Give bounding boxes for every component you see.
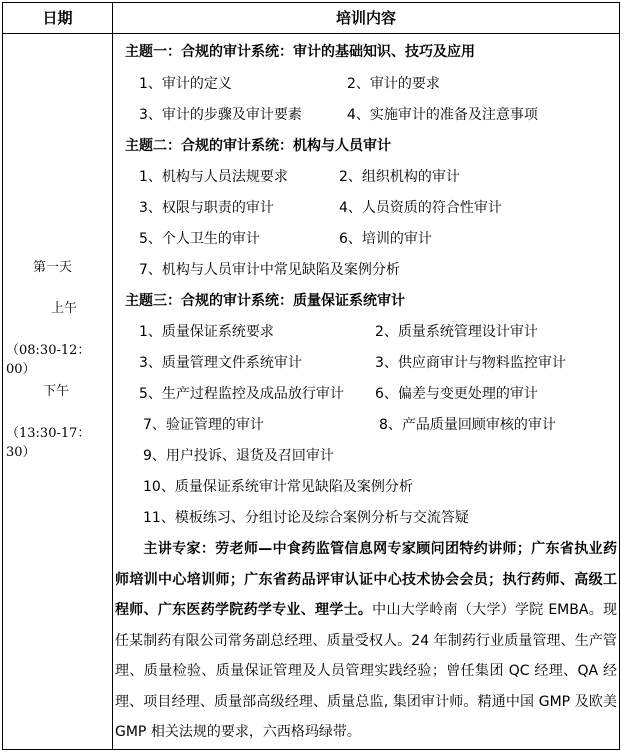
theme-item: 4、人员资质的符合性审计 xyxy=(339,200,502,216)
column-divider xyxy=(112,3,113,749)
theme-item: 2、审计的要求 xyxy=(347,76,440,92)
am-label: 上午 xyxy=(51,301,78,316)
instructor-bio xyxy=(115,534,617,748)
am-time: （08:30-12：00） xyxy=(6,343,91,377)
theme-item: 2、质量系统管理设计审计 xyxy=(375,324,538,340)
theme-item: 2、组织机构的审计 xyxy=(339,169,460,185)
theme-item: 7、机构与人员审计中常见缺陷及案例分析 xyxy=(139,262,400,278)
header-divider xyxy=(3,33,619,34)
theme-item: 3、权限与职责的审计 xyxy=(139,200,274,216)
theme-item: 11、模板练习、分组讨论及综合案例分析与交流答疑 xyxy=(143,510,469,526)
instructor-bio-bold: 主讲专家：劳老师—中食药监管信息网专家顾问团特约讲师；广东省执业药师培训中心培训师；广东省药品评审认证中心技术协会会员；执行药师、高级工程师、广东医药学院药学专业、理学士。 xyxy=(115,541,617,618)
pm-label: 下午 xyxy=(43,384,70,399)
theme-item: 7、验证管理的审计 xyxy=(143,417,264,433)
theme-item: 3、供应商审计与物料监控审计 xyxy=(375,355,566,371)
header-content: 培训内容 xyxy=(335,9,396,27)
theme-item: 6、培训的审计 xyxy=(339,231,432,247)
theme-item: 5、个人卫生的审计 xyxy=(139,231,260,247)
pm-time: （13:30-17：30） xyxy=(6,426,91,460)
theme-item: 9、用户投诉、退货及召回审计 xyxy=(143,448,334,464)
theme-item: 3、审计的步骤及审计要素 xyxy=(139,107,302,123)
instructor-bio-text: 中山大学岭南（大学）学院 EMBA。现任某制药有限公司常务副总经理、质量受权人。24 年制药行业质量管理、生产管理、质量检验、质量保证管理及人员管理实践经验；曾任集团 QC 经理、QA 经理、项目经理、质量部高级经理、质量总监, 集团审计师。精通中国 GMP 及欧美 GMP 相关法规的要求，六西格玛绿带。 xyxy=(115,602,618,740)
header-date: 日期 xyxy=(42,9,73,27)
theme-item: 10、质量保证系统审计常见缺陷及案例分析 xyxy=(143,479,413,495)
theme-item: 3、质量管理文件系统审计 xyxy=(139,355,302,371)
theme-item: 4、实施审计的准备及注意事项 xyxy=(347,107,538,123)
day-label: 第一天 xyxy=(33,260,73,275)
theme-item: 6、偏差与变更处理的审计 xyxy=(375,386,538,402)
theme-item: 8、产品质量回顾审核的审计 xyxy=(379,417,556,433)
theme-item: 1、审计的定义 xyxy=(139,76,232,92)
theme-item: 5、生产过程监控及成品放行审计 xyxy=(139,386,344,402)
training-schedule-table xyxy=(2,2,620,750)
theme-title: 主题一：合规的审计系统：审计的基础知识、技巧及应用 xyxy=(125,44,475,60)
theme-item: 1、机构与人员法规要求 xyxy=(139,169,288,185)
theme-title: 主题三：合规的审计系统：质量保证系统审计 xyxy=(125,293,405,309)
theme-item: 1、质量保证系统要求 xyxy=(139,324,274,340)
theme-title: 主题二：合规的审计系统：机构与人员审计 xyxy=(125,138,391,154)
